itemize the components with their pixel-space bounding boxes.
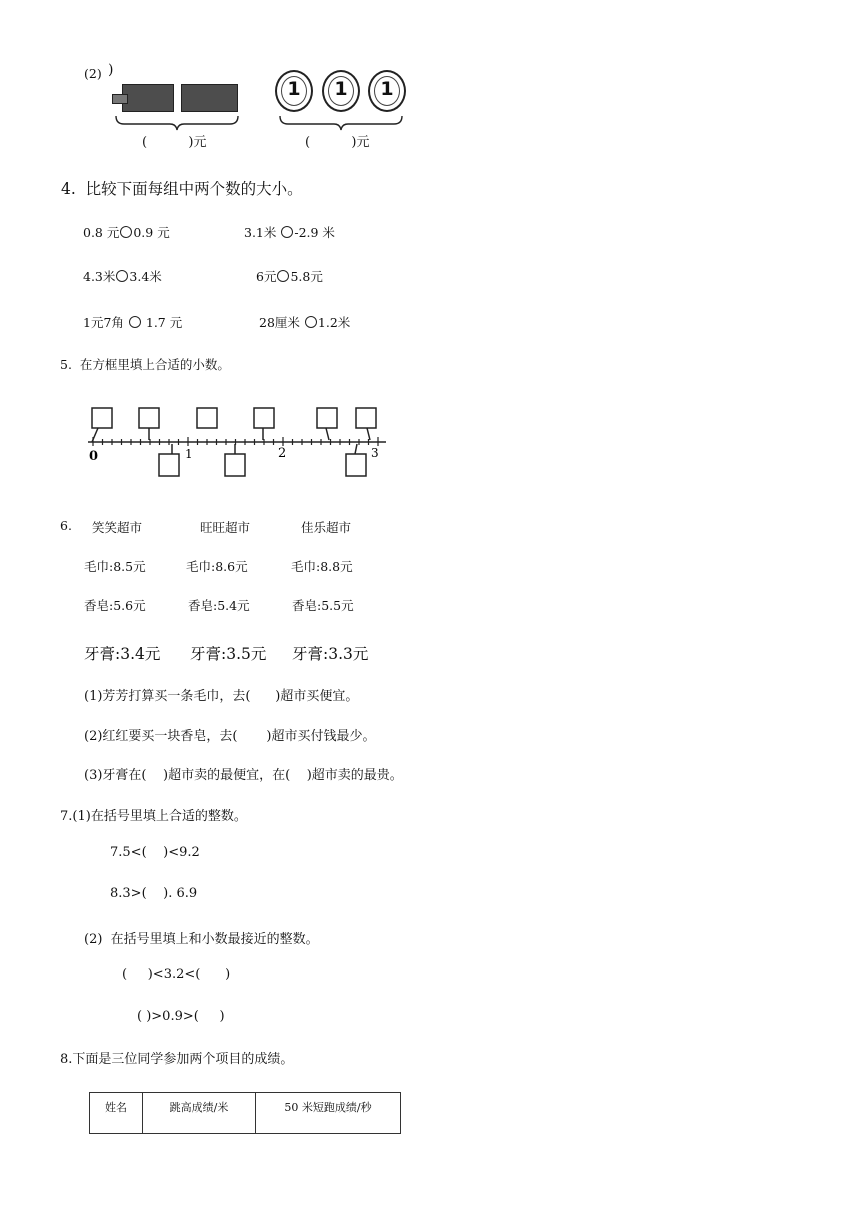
q4-compare-3a: 1元7角 1.7 元: [83, 315, 183, 330]
number-line-figure: [84, 402, 394, 482]
q6-sub1: (1)芳芳打算买一条毛巾，去( )超市买便宜。: [84, 689, 359, 704]
price-item: 香皂:5.5元: [292, 598, 354, 613]
axis-label-1: 1: [185, 447, 193, 461]
compare-circle-blank[interactable]: [281, 226, 293, 238]
q7-sub2: (2) 在括号里填上和小数最接近的整数。: [84, 932, 319, 947]
table-header-sprint: 50 米短跑成绩/秒: [256, 1093, 401, 1134]
answer-box-bottom-1: [159, 454, 179, 476]
answer-box-bottom-3: [346, 454, 366, 476]
answer-box-top-6: [356, 408, 376, 428]
compare-circle-blank[interactable]: [129, 316, 141, 328]
compare-circle-blank[interactable]: [305, 316, 317, 328]
answer-box-bottom-2: [225, 454, 245, 476]
bill-brace-icon: [114, 114, 240, 132]
q4-compare-2a: 4.3米 3.4米: [83, 269, 162, 284]
answer-box-top-2: [139, 408, 159, 428]
table-row: [90, 1093, 401, 1134]
price-item: 牙膏:3.3元: [292, 645, 369, 663]
q7-line3: ( )<3.2<( ): [122, 967, 231, 982]
coin-1-yuan-icon: 1: [368, 70, 406, 112]
price-item: 毛巾:8.8元: [291, 559, 353, 574]
q4-compare-1a: 0.8 元 0.9 元: [83, 225, 170, 240]
q3-paren: ): [108, 62, 114, 78]
axis-label-2: 2: [278, 446, 287, 461]
table-header-high-jump: 跳高成绩/米: [143, 1093, 256, 1134]
market-name: 笑笑超市: [92, 520, 143, 535]
q4-compare-2b: 6元 5.8元: [256, 269, 323, 284]
q4-compare-3b: 28厘米 1.2米: [259, 315, 351, 330]
q3-label: (2): [84, 66, 102, 81]
compare-circle-blank[interactable]: [120, 226, 132, 238]
compare-circle-blank[interactable]: [116, 270, 128, 282]
q7-line1: 7.5<( )<9.2: [110, 845, 200, 860]
q4-title: 4. 比较下面每组中两个数的大小。: [61, 180, 303, 198]
answer-box-top-3: [197, 408, 217, 428]
price-item: 牙膏:3.5元: [190, 645, 267, 663]
coin-brace-icon: [278, 114, 404, 132]
price-item: 牙膏:3.4元: [84, 645, 161, 663]
coin-1-yuan-icon: 1: [275, 70, 313, 112]
q4-compare-1b: 3.1米 -2.9 米: [244, 225, 335, 240]
market-name: 佳乐超市: [301, 520, 352, 535]
answer-box-top-5: [317, 408, 337, 428]
answer-box-top-1: [92, 408, 112, 428]
q8-title: 8.下面是三位同学参加两个项目的成绩。: [60, 1052, 294, 1067]
q7-title: 7.(1)在括号里填上合适的整数。: [60, 809, 247, 824]
score-table: [89, 1092, 401, 1134]
q6-label: 6.: [60, 518, 72, 533]
answer-box-top-4: [254, 408, 274, 428]
q6-sub3: (3)牙膏在( )超市卖的最便宜，在( )超市卖的最贵。: [84, 768, 403, 783]
coin-1-yuan-icon: 1: [322, 70, 360, 112]
axis-label-0: 0: [89, 449, 99, 464]
q7-line4: ( )>0.9>( ): [137, 1009, 225, 1024]
table-header-name: 姓名: [90, 1093, 143, 1134]
price-item: 毛巾:8.5元: [84, 559, 146, 574]
price-item: 香皂:5.6元: [84, 598, 146, 613]
coin-answer-blank[interactable]: ( )元: [305, 135, 370, 150]
bill-answer-blank[interactable]: ( )元: [142, 135, 207, 150]
q7-line2: 8.3>( ). 6.9: [110, 886, 198, 901]
market-name: 旺旺超市: [200, 520, 251, 535]
axis-label-3: 3: [371, 446, 379, 460]
price-item: 毛巾:8.6元: [186, 559, 248, 574]
q6-sub2: (2)红红要买一块香皂，去( )超市买付钱最少。: [84, 729, 376, 744]
price-item: 香皂:5.4元: [188, 598, 250, 613]
q5-title: 5. 在方框里填上合适的小数。: [60, 357, 230, 372]
compare-circle-blank[interactable]: [277, 270, 289, 282]
